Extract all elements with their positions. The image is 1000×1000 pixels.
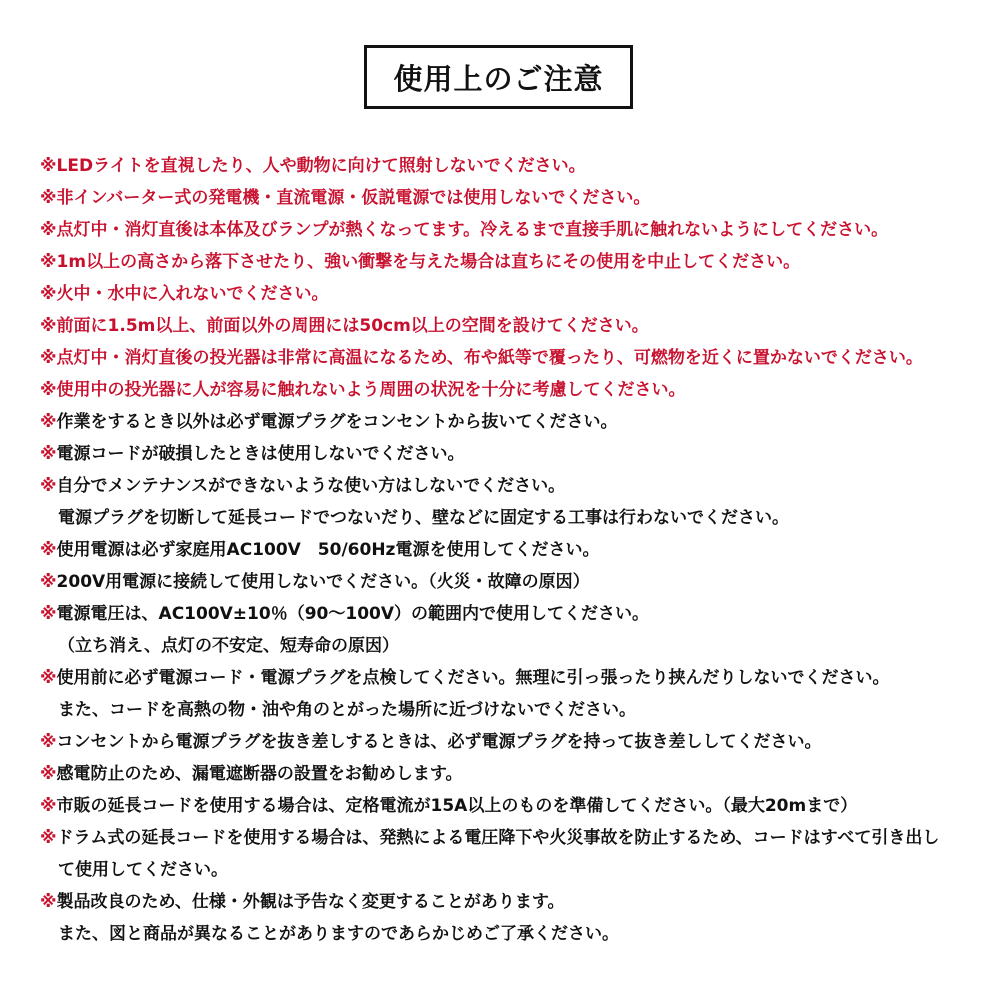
note-text: て使用してください。: [58, 860, 228, 880]
note-line: [40, 278, 329, 310]
note-text: ドラム式の延長コードを使用する場合は、発熱による電圧降下や火災事故を防止するため、コードはすべて引き出し: [56, 828, 940, 848]
note-line: [40, 310, 649, 342]
note-text: 200V用電源に接続して使用しないでください。（火災・故障の原因）: [56, 572, 590, 592]
note-text: また、コードを高熱の物・油や角のとがった場所に近づけないでください。: [58, 700, 636, 720]
note-text: LEDライトを直視したり、人や動物に向けて照射しないでください。: [56, 156, 586, 176]
note-text: 作業をするとき以外は必ず電源プラグをコンセントから抜いてください。: [56, 412, 618, 432]
note-mark: ※: [40, 892, 57, 912]
note-line: [58, 854, 228, 886]
note-mark: ※: [40, 668, 57, 688]
note-mark: ※: [40, 796, 57, 816]
note-mark: ※: [40, 316, 57, 336]
note-text: 自分でメンテナンスができないような使い方はしないでください。: [56, 476, 566, 496]
note-line: [40, 790, 857, 822]
note-mark: ※: [40, 348, 57, 368]
note-mark: ※: [40, 156, 57, 176]
note-mark: ※: [40, 252, 57, 272]
note-text: 使用中の投光器に人が容易に触れないよう周囲の状況を十分に考慮してください。: [56, 380, 686, 400]
note-line: [40, 758, 463, 790]
note-mark: ※: [40, 476, 57, 496]
note-mark: ※: [40, 732, 57, 752]
note-text: 電源プラグを切断して延長コードでつないだり、壁などに固定する工事は行わないでください。: [58, 508, 789, 528]
note-line: [40, 534, 599, 566]
note-mark: ※: [40, 188, 57, 208]
note-mark: ※: [40, 764, 57, 784]
note-mark: ※: [40, 572, 57, 592]
note-text: 電源電圧は、AC100V±10％（90～100V）の範囲内で使用してください。: [56, 604, 650, 624]
note-line: [40, 598, 649, 630]
note-mark: ※: [40, 220, 57, 240]
note-line: [40, 406, 618, 438]
note-text: 製品改良のため、仕様・外観は予告なく変更することがあります。: [56, 892, 565, 912]
note-mark: ※: [40, 828, 57, 848]
note-text: また、図と商品が異なることがありますのであらかじめご了承ください。: [58, 924, 619, 944]
note-line: [58, 918, 619, 950]
note-line: [40, 822, 939, 854]
note-text: 点灯中・消灯直後の投光器は非常に高温になるため、布や紙等で覆ったり、可燃物を近くに置かないでください。: [56, 348, 923, 368]
note-text: 前面に1.5m以上、前面以外の周囲には50cm以上の空間を設けてください。: [56, 316, 649, 336]
note-mark: ※: [40, 380, 57, 400]
note-line: [58, 630, 399, 662]
note-text: 使用電源は必ず家庭用AC100V 50/60Hz電源を使用してください。: [56, 540, 600, 560]
note-line: [40, 470, 565, 502]
note-line: [40, 886, 565, 918]
note-text: （立ち消え、点灯の不安定、短寿命の原因）: [58, 636, 400, 656]
note-line: [40, 566, 590, 598]
note-mark: ※: [40, 284, 57, 304]
note-mark: ※: [40, 604, 57, 624]
note-text: 感電防止のため、漏電遮断器の設置をお勧めします。: [56, 764, 463, 784]
note-line: [40, 342, 923, 374]
note-mark: ※: [40, 444, 57, 464]
note-text: 非インバーター式の発電機・直流電源・仮説電源では使用しないでください。: [56, 188, 651, 208]
note-line: [40, 150, 586, 182]
title-box: [364, 45, 633, 109]
note-mark: ※: [40, 540, 57, 560]
note-text: 市販の延長コードを使用する場合は、定格電流が15A以上のものを準備してください。（最大20mまで）: [56, 796, 858, 816]
note-line: [58, 694, 636, 726]
note-line: [40, 214, 888, 246]
note-text: 点灯中・消灯直後は本体及びランプが熱くなってます。冷えるまで直接手肌に触れないようにしてください。: [56, 220, 889, 240]
note-mark: ※: [40, 412, 57, 432]
note-line: [40, 438, 465, 470]
note-line: [58, 502, 789, 534]
page-title: 使用上のご注意: [393, 61, 604, 96]
note-line: [40, 726, 822, 758]
note-line: [40, 662, 890, 694]
note-line: [40, 246, 800, 278]
note-line: [40, 374, 686, 406]
note-line: [40, 182, 650, 214]
note-text: コンセントから電源プラグを抜き差しするときは、必ず電源プラグを持って抜き差ししてください。: [56, 732, 822, 752]
note-text: 1m以上の高さから落下させたり、強い衝撃を与えた場合は直ちにその使用を中止してください。: [56, 252, 801, 272]
note-text: 使用前に必ず電源コード・電源プラグを点検してください。無理に引っ張ったり挟んだりしないでください。: [56, 668, 890, 688]
note-text: 電源コードが破損したときは使用しないでください。: [56, 444, 465, 464]
note-text: 火中・水中に入れないでください。: [56, 284, 329, 304]
